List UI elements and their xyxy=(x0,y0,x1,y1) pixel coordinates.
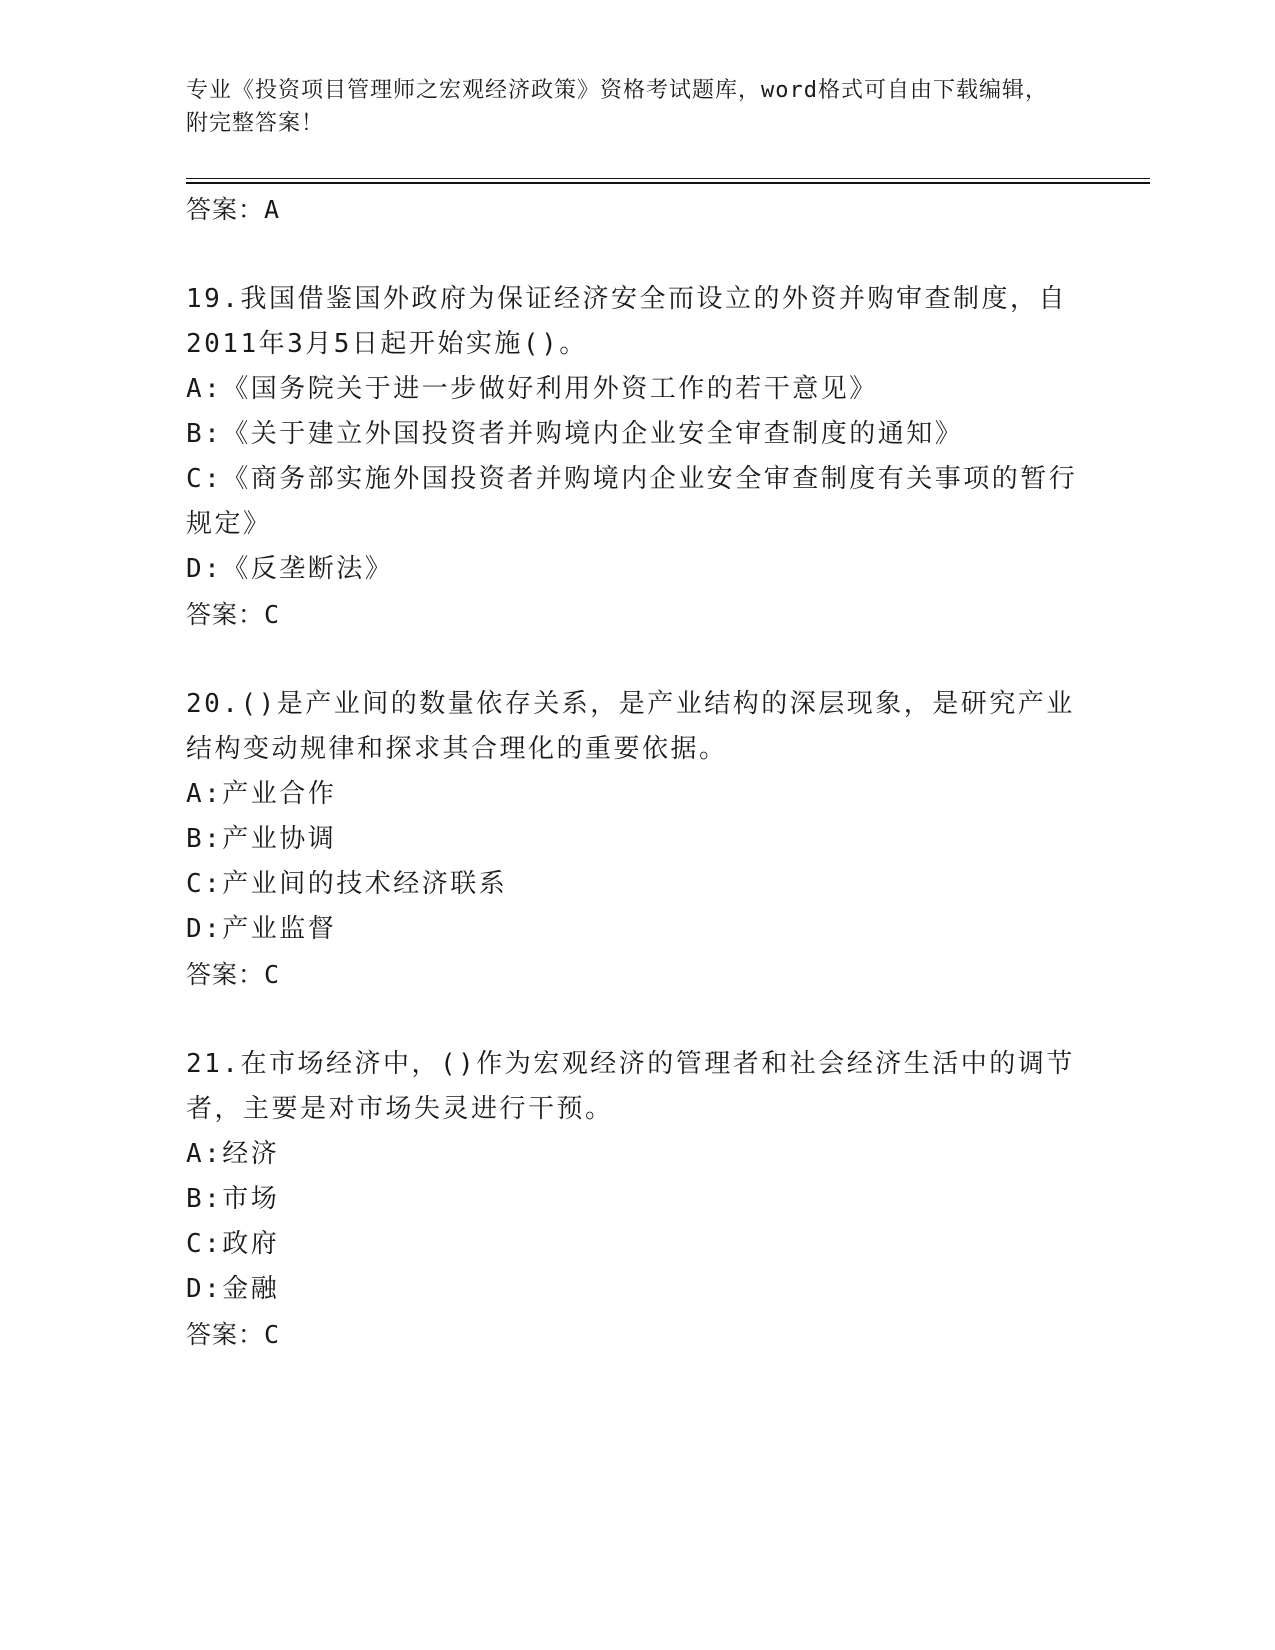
question-answer xyxy=(186,1312,1086,1358)
option-a: A:经济 xyxy=(186,1139,280,1169)
option-c: C:政府 xyxy=(186,1229,280,1259)
question-19 xyxy=(186,277,1086,638)
option-d: D:《反垄断法》 xyxy=(186,554,394,584)
document-header: 专业《投资项目管理师之宏观经济政策》资格考试题库，word格式可自由下载编辑，附完整答案！ xyxy=(186,78,1048,136)
option-a: A:产业合作 xyxy=(186,779,337,809)
option-b: B:《关于建立外国投资者并购境内企业安全审查制度的通知》 xyxy=(186,419,964,449)
option-b: B:市场 xyxy=(186,1184,280,1214)
option-c: C:《商务部实施外国投资者并购境内企业安全审查制度有关事项的暂行规定》 xyxy=(186,464,1078,539)
option-a: A:《国务院关于进一步做好利用外资工作的若干意见》 xyxy=(186,374,878,404)
question-20 xyxy=(186,682,1086,998)
header-divider-thick xyxy=(186,182,1150,184)
answer-label: 答案： xyxy=(186,1320,265,1349)
question-list xyxy=(186,187,1086,1358)
question-stem: 19.我国借鉴国外政府为保证经济安全而设立的外资并购审查制度，自2011年3月5日起开始实施()。 xyxy=(186,284,1067,359)
previous-answer xyxy=(186,187,1086,233)
option-d: D:金融 xyxy=(186,1274,280,1304)
question-answer xyxy=(186,952,1086,998)
question-answer xyxy=(186,592,1086,638)
option-c: C:产业间的技术经济联系 xyxy=(186,869,508,899)
answer-value: C xyxy=(264,960,281,989)
answer-label: 答案： xyxy=(186,195,265,224)
answer-value: C xyxy=(264,600,281,629)
answer-label: 答案： xyxy=(186,600,265,629)
question-21 xyxy=(186,1042,1086,1358)
header-divider-thin xyxy=(186,178,1150,179)
option-b: B:产业协调 xyxy=(186,824,337,854)
answer-value: C xyxy=(264,1320,281,1349)
question-stem: 20.()是产业间的数量依存关系，是产业结构的深层现象，是研究产业结构变动规律和探求其合理化的重要依据。 xyxy=(186,689,1075,764)
option-d: D:产业监督 xyxy=(186,914,337,944)
answer-value: A xyxy=(264,195,281,224)
question-stem: 21.在市场经济中，()作为宏观经济的管理者和社会经济生活中的调节者，主要是对市场失灵进行干预。 xyxy=(186,1049,1075,1124)
answer-label: 答案： xyxy=(186,960,265,989)
